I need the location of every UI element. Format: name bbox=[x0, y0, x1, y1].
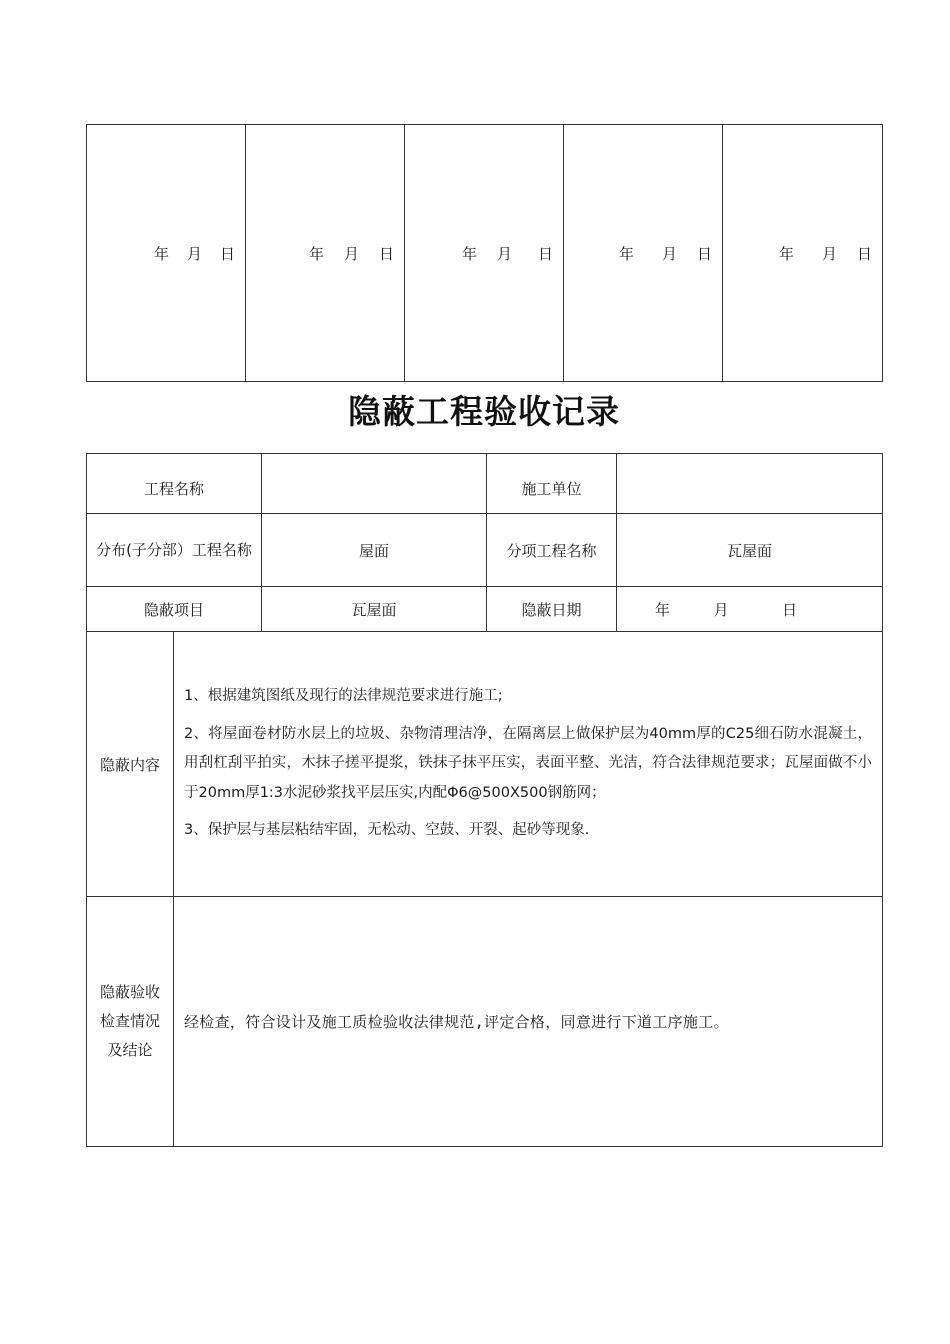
day-label: 日 bbox=[219, 244, 235, 263]
month-label: 月 bbox=[186, 244, 202, 263]
inspection-label-line: 检查情况 bbox=[99, 1012, 160, 1030]
day-label: 日 bbox=[782, 600, 798, 619]
signature-cell bbox=[723, 125, 883, 382]
record-table bbox=[86, 453, 883, 1147]
concealed-item-value: 瓦屋面 bbox=[262, 587, 487, 632]
concealed-item-label: 隐蔽项目 bbox=[87, 587, 262, 632]
content-item: 1、根据建筑图纸及现行的法律规范要求进行施工; bbox=[184, 688, 503, 705]
project-name-value bbox=[262, 454, 487, 514]
subdivision-label: 分布(子分部）工程名称 bbox=[96, 541, 252, 559]
signature-cell bbox=[87, 125, 246, 382]
inspection-label bbox=[87, 897, 174, 1147]
inspection-label-line: 及结论 bbox=[107, 1041, 153, 1059]
date-field bbox=[564, 243, 722, 264]
year-label: 年 bbox=[778, 244, 794, 263]
project-row bbox=[87, 454, 883, 514]
year-label: 年 bbox=[153, 244, 169, 263]
content-label: 隐蔽内容 bbox=[87, 632, 174, 897]
day-label: 日 bbox=[537, 244, 553, 263]
subdivision-row bbox=[87, 514, 883, 587]
subdivision-value: 屋面 bbox=[262, 514, 487, 587]
inspection-row bbox=[87, 897, 883, 1147]
inspection-label-line: 隐蔽验收 bbox=[99, 983, 160, 1001]
content-cell bbox=[174, 632, 883, 897]
month-label: 月 bbox=[661, 244, 677, 263]
subdivision-label-cell bbox=[87, 514, 262, 587]
project-name-label: 工程名称 bbox=[87, 454, 262, 514]
month-label: 月 bbox=[713, 600, 729, 619]
year-label: 年 bbox=[308, 244, 324, 263]
date-field bbox=[405, 243, 563, 264]
signature-row bbox=[87, 125, 883, 382]
page-title: 隐蔽工程验收记录 bbox=[348, 392, 620, 431]
month-label: 月 bbox=[343, 244, 359, 263]
signature-cell bbox=[405, 125, 564, 382]
concealed-date-field bbox=[617, 599, 882, 620]
content-item: 2、将屋面卷材防水层上的垃圾、杂物清理洁净，在隔离层上做保护层为40mm厚的C25细石防水混凝土，用刮杠刮平拍实，木抹子搓平提浆，铁抹子抹平压实，表面平整、光洁，符合法律规范要求；瓦屋面做不小于20mm厚1:3水泥砂浆找平层压实,内配Φ6@500X500钢筋网； bbox=[184, 725, 873, 801]
concealed-date-label: 隐蔽日期 bbox=[487, 587, 617, 632]
conclusion-text: 经检查，符合设计及施工质检验收法律规范,评定合格，同意进行下道工序施工。 bbox=[174, 897, 883, 1147]
date-field bbox=[246, 243, 404, 264]
year-label: 年 bbox=[461, 244, 477, 263]
year-label: 年 bbox=[655, 600, 671, 619]
signature-cell bbox=[564, 125, 723, 382]
date-field bbox=[87, 243, 245, 264]
content-row bbox=[87, 632, 883, 897]
construction-unit-value bbox=[617, 454, 883, 514]
construction-unit-label: 施工单位 bbox=[487, 454, 617, 514]
concealed-item-row bbox=[87, 587, 883, 632]
item-value: 瓦屋面 bbox=[617, 514, 883, 587]
year-label: 年 bbox=[618, 244, 634, 263]
day-label: 日 bbox=[696, 244, 712, 263]
date-field bbox=[723, 243, 882, 264]
item-label: 分项工程名称 bbox=[487, 514, 617, 587]
concealed-date-cell bbox=[617, 587, 883, 632]
month-label: 月 bbox=[821, 244, 837, 263]
signature-table bbox=[86, 124, 883, 382]
day-label: 日 bbox=[856, 244, 872, 263]
signature-cell bbox=[246, 125, 405, 382]
month-label: 月 bbox=[496, 244, 512, 263]
content-item: 3、保护层与基层粘结牢固，无松动、空鼓、开裂、起砂等现象. bbox=[184, 822, 590, 839]
day-label: 日 bbox=[378, 244, 394, 263]
